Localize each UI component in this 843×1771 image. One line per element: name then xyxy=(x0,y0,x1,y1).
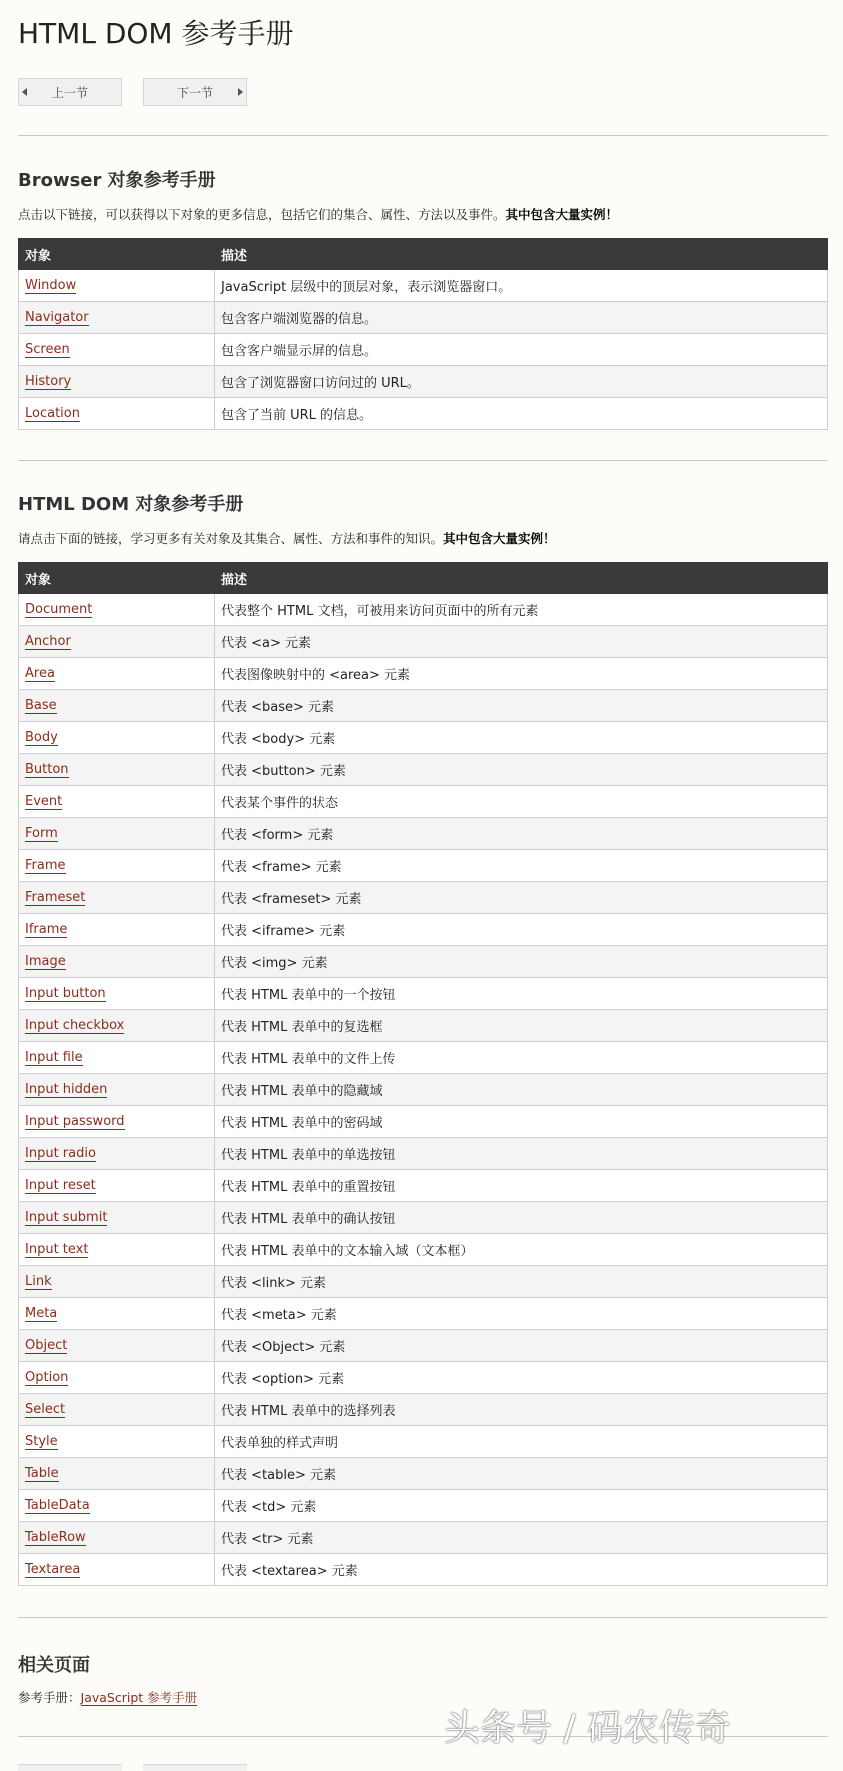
object-link[interactable]: TableData xyxy=(25,1498,90,1513)
object-name-cell xyxy=(19,850,215,882)
table-row xyxy=(19,1010,828,1042)
object-description-cell: 代表 <frame> 元素 xyxy=(215,850,828,882)
object-description-cell: 代表 <base> 元素 xyxy=(215,690,828,722)
object-description-cell: 代表某个事件的状态 xyxy=(215,786,828,818)
table-row xyxy=(19,1554,828,1586)
object-description-cell: 代表 <img> 元素 xyxy=(215,946,828,978)
browser-intro-text: 点击以下链接，可以获得以下对象的更多信息，包括它们的集合、属性、方法以及事件。 xyxy=(18,207,506,222)
object-link[interactable]: Input radio xyxy=(25,1146,96,1161)
object-link[interactable]: Image xyxy=(25,954,66,969)
object-link[interactable]: Base xyxy=(25,698,57,713)
object-link[interactable]: Iframe xyxy=(25,922,68,937)
table-row xyxy=(19,882,828,914)
dom-intro-text: 请点击下面的链接，学习更多有关对象及其集合、属性、方法和事件的知识。 xyxy=(18,531,444,546)
object-link[interactable]: Button xyxy=(25,762,69,777)
table-row xyxy=(19,270,828,302)
object-description-cell: 代表整个 HTML 文档，可被用来访问页面中的所有元素 xyxy=(215,594,828,626)
dom-objects-table xyxy=(18,562,828,1586)
divider xyxy=(18,460,828,461)
arrow-left-icon xyxy=(22,88,27,96)
object-name-cell xyxy=(19,1490,215,1522)
object-description-cell: 代表 HTML 表单中的文本输入域（文本框） xyxy=(215,1234,828,1266)
object-link[interactable]: Frame xyxy=(25,858,66,873)
object-name-cell xyxy=(19,1394,215,1426)
object-name-cell xyxy=(19,1266,215,1298)
object-description-cell: 代表 HTML 表单中的单选按钮 xyxy=(215,1138,828,1170)
object-description-cell: 包含客户端显示屏的信息。 xyxy=(215,334,828,366)
object-description-cell: 代表单独的样式声明 xyxy=(215,1426,828,1458)
table-row xyxy=(19,690,828,722)
related-pages-heading: 相关页面 xyxy=(18,1655,90,1676)
object-link[interactable]: Input submit xyxy=(25,1210,108,1225)
object-name-cell xyxy=(19,882,215,914)
browser-intro-emphasis: 其中包含大量实例！ xyxy=(505,207,619,222)
object-description-cell: 代表 <option> 元素 xyxy=(215,1362,828,1394)
table-row xyxy=(19,1042,828,1074)
object-description-cell: 代表 HTML 表单中的一个按钮 xyxy=(215,978,828,1010)
browser-section-intro xyxy=(18,205,618,223)
table-row xyxy=(19,398,828,430)
dom-section-intro xyxy=(18,529,556,547)
object-link[interactable]: Input checkbox xyxy=(25,1018,125,1033)
object-description-cell: 代表 HTML 表单中的选择列表 xyxy=(215,1394,828,1426)
table-row xyxy=(19,1490,828,1522)
object-link[interactable]: Link xyxy=(25,1274,52,1289)
object-link[interactable]: Meta xyxy=(25,1306,58,1321)
object-link[interactable]: Frameset xyxy=(25,890,86,905)
page-title: HTML DOM 参考手册 xyxy=(18,17,294,50)
object-name-cell xyxy=(19,1554,215,1586)
table-row xyxy=(19,1458,828,1490)
object-description-cell: 代表 <textarea> 元素 xyxy=(215,1554,828,1586)
table-row xyxy=(19,754,828,786)
object-name-cell xyxy=(19,1202,215,1234)
object-name-cell xyxy=(19,398,215,430)
table-row xyxy=(19,1298,828,1330)
object-name-cell xyxy=(19,594,215,626)
object-link[interactable]: Navigator xyxy=(25,310,89,325)
table-row xyxy=(19,1106,828,1138)
object-name-cell xyxy=(19,722,215,754)
browser-objects-table xyxy=(18,238,828,430)
object-name-cell xyxy=(19,978,215,1010)
table-row xyxy=(19,302,828,334)
object-link[interactable]: Location xyxy=(25,406,80,421)
table-row xyxy=(19,1426,828,1458)
bottom-nav-partial xyxy=(18,1764,258,1770)
chapter-nav xyxy=(18,78,258,106)
prev-section-label: 上一节 xyxy=(51,85,88,100)
column-header-description: 描述 xyxy=(215,239,828,270)
next-section-button[interactable] xyxy=(143,78,247,106)
table-row xyxy=(19,366,828,398)
table-row xyxy=(19,334,828,366)
table-row xyxy=(19,786,828,818)
object-link[interactable]: Select xyxy=(25,1402,66,1417)
arrow-right-icon xyxy=(238,88,243,96)
object-link[interactable]: History xyxy=(25,374,72,389)
object-name-cell xyxy=(19,754,215,786)
object-link[interactable]: Event xyxy=(25,794,63,809)
next-section-label: 下一节 xyxy=(176,85,213,100)
table-row xyxy=(19,1074,828,1106)
object-link[interactable]: Option xyxy=(25,1370,69,1385)
object-description-cell: 代表 HTML 表单中的隐藏域 xyxy=(215,1074,828,1106)
object-link[interactable]: Input text xyxy=(25,1242,89,1257)
object-name-cell xyxy=(19,1106,215,1138)
object-name-cell xyxy=(19,1298,215,1330)
object-name-cell xyxy=(19,1458,215,1490)
object-description-cell: 代表 <tr> 元素 xyxy=(215,1522,828,1554)
table-row xyxy=(19,1394,828,1426)
object-description-cell: 包含了浏览器窗口访问过的 URL。 xyxy=(215,366,828,398)
object-description-cell: 代表 <Object> 元素 xyxy=(215,1330,828,1362)
table-row xyxy=(19,978,828,1010)
object-name-cell xyxy=(19,914,215,946)
divider xyxy=(18,135,828,136)
object-link[interactable]: Anchor xyxy=(25,634,71,649)
object-name-cell xyxy=(19,1522,215,1554)
object-name-cell xyxy=(19,1330,215,1362)
browser-section-heading: Browser 对象参考手册 xyxy=(18,170,216,191)
object-name-cell xyxy=(19,1170,215,1202)
object-description-cell: 代表 <link> 元素 xyxy=(215,1266,828,1298)
object-link[interactable]: Input reset xyxy=(25,1178,96,1193)
table-row xyxy=(19,1522,828,1554)
object-name-cell xyxy=(19,1234,215,1266)
object-link[interactable]: Body xyxy=(25,730,58,745)
object-name-cell xyxy=(19,334,215,366)
table-row xyxy=(19,1234,828,1266)
column-header-object: 对象 xyxy=(19,239,215,270)
table-row xyxy=(19,946,828,978)
object-description-cell: 代表 <form> 元素 xyxy=(215,818,828,850)
object-name-cell xyxy=(19,1426,215,1458)
related-pages-line xyxy=(18,1688,197,1706)
object-name-cell xyxy=(19,1362,215,1394)
object-description-cell: 代表 HTML 表单中的复选框 xyxy=(215,1010,828,1042)
javascript-reference-link[interactable]: JavaScript 参考手册 xyxy=(80,1690,198,1705)
object-link[interactable]: Table xyxy=(25,1466,59,1481)
table-row xyxy=(19,1170,828,1202)
table-row xyxy=(19,658,828,690)
object-link[interactable]: Input button xyxy=(25,986,106,1001)
object-description-cell: 代表 <a> 元素 xyxy=(215,626,828,658)
object-description-cell: 代表 <table> 元素 xyxy=(215,1458,828,1490)
object-name-cell xyxy=(19,658,215,690)
dom-intro-emphasis: 其中包含大量实例！ xyxy=(443,531,556,546)
table-row xyxy=(19,594,828,626)
object-description-cell: 包含客户端浏览器的信息。 xyxy=(215,302,828,334)
object-description-cell: 代表 HTML 表单中的确认按钮 xyxy=(215,1202,828,1234)
object-name-cell xyxy=(19,302,215,334)
table-row xyxy=(19,914,828,946)
object-name-cell xyxy=(19,690,215,722)
object-name-cell xyxy=(19,1010,215,1042)
object-description-cell: 代表 <button> 元素 xyxy=(215,754,828,786)
prev-section-button-bottom[interactable] xyxy=(18,1764,122,1771)
object-description-cell: 代表 HTML 表单中的密码域 xyxy=(215,1106,828,1138)
object-link[interactable]: TableRow xyxy=(25,1530,86,1545)
object-name-cell xyxy=(19,818,215,850)
table-row xyxy=(19,1362,828,1394)
table-row xyxy=(19,626,828,658)
table-row xyxy=(19,1266,828,1298)
object-description-cell: 代表 <body> 元素 xyxy=(215,722,828,754)
object-description-cell: 包含了当前 URL 的信息。 xyxy=(215,398,828,430)
object-name-cell xyxy=(19,366,215,398)
dom-section-heading: HTML DOM 对象参考手册 xyxy=(18,494,244,515)
object-description-cell: 代表 <iframe> 元素 xyxy=(215,914,828,946)
object-description-cell: 代表图像映射中的 <area> 元素 xyxy=(215,658,828,690)
object-description-cell: 代表 <meta> 元素 xyxy=(215,1298,828,1330)
object-description-cell: 代表 <td> 元素 xyxy=(215,1490,828,1522)
object-link[interactable]: Style xyxy=(25,1434,58,1449)
object-name-cell xyxy=(19,1138,215,1170)
object-link[interactable]: Textarea xyxy=(25,1562,81,1577)
object-link[interactable]: Document xyxy=(25,602,93,617)
object-name-cell xyxy=(19,626,215,658)
object-name-cell xyxy=(19,1042,215,1074)
object-link[interactable]: Input password xyxy=(25,1114,125,1129)
object-name-cell xyxy=(19,786,215,818)
prev-section-button[interactable] xyxy=(18,78,122,106)
object-name-cell xyxy=(19,1074,215,1106)
object-link[interactable]: Input file xyxy=(25,1050,83,1065)
object-name-cell xyxy=(19,946,215,978)
object-link[interactable]: Area xyxy=(25,666,55,681)
table-row xyxy=(19,1202,828,1234)
column-header-object: 对象 xyxy=(19,563,215,594)
table-row xyxy=(19,1138,828,1170)
object-description-cell: 代表 HTML 表单中的重置按钮 xyxy=(215,1170,828,1202)
table-row xyxy=(19,850,828,882)
object-description-cell: 代表 HTML 表单中的文件上传 xyxy=(215,1042,828,1074)
next-section-button-bottom[interactable] xyxy=(143,1764,247,1771)
related-prefix: 参考手册： xyxy=(18,1690,81,1705)
column-header-description: 描述 xyxy=(215,563,828,594)
table-row xyxy=(19,722,828,754)
watermark: 头条号 / 码农传奇 xyxy=(444,1708,732,1749)
object-link[interactable]: Object xyxy=(25,1338,68,1353)
object-name-cell xyxy=(19,270,215,302)
object-description-cell: JavaScript 层级中的顶层对象，表示浏览器窗口。 xyxy=(215,270,828,302)
object-description-cell: 代表 <frameset> 元素 xyxy=(215,882,828,914)
object-link[interactable]: Input hidden xyxy=(25,1082,108,1097)
table-row xyxy=(19,1330,828,1362)
object-link[interactable]: Form xyxy=(25,826,58,841)
object-link[interactable]: Window xyxy=(25,278,77,293)
table-row xyxy=(19,818,828,850)
divider xyxy=(18,1617,828,1618)
object-link[interactable]: Screen xyxy=(25,342,70,357)
